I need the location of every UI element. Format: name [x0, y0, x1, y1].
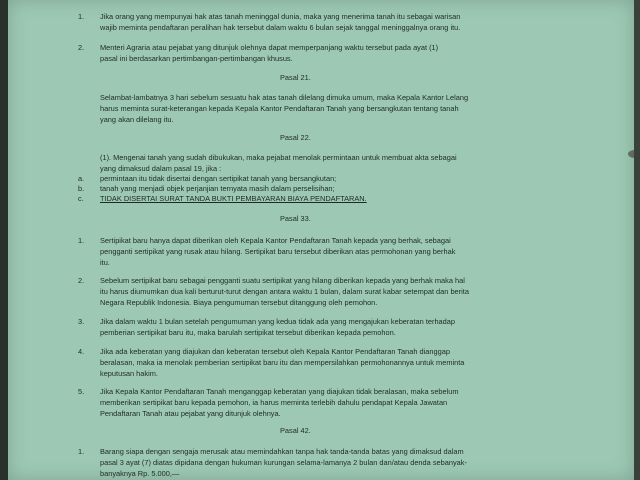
pasal-42-item-1-line-2: pasal 3 ayat (7) diatas dipidana dengan hukuman kurungan selama-lamanya 2 bulan dan/atau denda sebanyak- [100, 458, 467, 467]
pasal-42-item-1-line-1: Barang siapa dengan sengaja merusak atau memindahkan tanpa hak tanda-tanda batas yang dimaksud dalam [100, 447, 464, 456]
item-2-line-1: Menteri Agraria atau pejabat yang ditunjuk olehnya dapat memperpanjang waktu tersebut pada ayat (1) [100, 43, 439, 52]
pasal-33-item-4-line-2: beralasan, maka ia menolak pemberian sertipikat baru itu dan mempersilahkan permohonannya untuk meminta [100, 358, 465, 367]
pasal-33-item-5-line-1: Jika Kepala Kantor Pendaftaran Tanah menganggap keberatan yang diajukan tidak beralasan, maka sebelum [100, 387, 459, 396]
pasal-33-item-1-line-2: pengganti sertipikat yang rusak atau hilang. Sertipikat baru tersebut diberikan atas permohonan yang berhak [100, 247, 456, 256]
pasal-33-item-2-line-1: Sebelum sertipikat baru sebagai pengganti suatu sertipikat yang hilang diberikan kepada yang berhak maka hal [100, 276, 465, 285]
pasal-33-item-3-line-1: Jika dalam waktu 1 bulan setelah pengumuman yang kedua tidak ada yang mengajukan keberatan terhadap [100, 317, 455, 326]
pasal-22-heading: Pasal 22. [280, 133, 311, 142]
pasal-21-line-2: harus meminta surat-keterangan kepada Kepala Kantor Pendaftaran Tanah yang bersangkutan tentang tanah [100, 104, 459, 113]
item-1-line-2: wajib meminta pendaftaran peralihan hak tersebut dalam waktu 6 bulan sejak tanggal meninggalnya orang itu. [100, 23, 461, 32]
sub-letter-b: b. [78, 184, 85, 193]
pasal-33-item-4-line-1: Jika ada keberatan yang diajukan dan keberatan tersebut oleh Kepala Kantor Pendaftaran Tanah dianggap [100, 347, 450, 356]
pasal-33-item-2-line-3: Negara Republik Indonesia. Biaya pengumuman tersebut ditanggung oleh pemohon. [100, 298, 378, 307]
pasal-21-line-1: Selambat-lambatnya 3 hari sebelum sesuatu hak atas tanah dilelang dimuka umum, maka Kepala Kantor Lelang [100, 93, 469, 102]
item-number: 4. [78, 347, 85, 356]
sub-letter-c: c. [78, 194, 84, 203]
pasal-33-item-3-line-2: pemberian sertipikat baru itu, maka barulah sertipikat tersebut diberikan kepada pemohon. [100, 328, 396, 337]
pasal-21-line-3: yang akan dilelang itu. [100, 115, 174, 124]
sub-letter-a: a. [78, 174, 85, 183]
pasal-42-heading: Pasal 42. [280, 426, 311, 435]
item-number: 1. [78, 447, 85, 456]
pasal-22-line-2: yang dimaksud dalam pasal 19, jika : [100, 164, 222, 173]
scan-right-edge [634, 0, 640, 480]
item-number: 1. [78, 236, 85, 245]
pasal-33-item-2-line-2: itu harus diumumkan dua kali berturut-turut dengan antara waktu 1 bulan, dalam surat kabar setempat dan berita [100, 287, 469, 296]
item-number: 3. [78, 317, 85, 326]
pasal-21-heading: Pasal 21. [280, 73, 311, 82]
pasal-33-item-1-line-1: Sertipikat baru hanya dapat diberikan oleh Kepala Kantor Pendaftaran Tanah kepada yang berhak, sebagai [100, 236, 451, 245]
item-number: 2. [78, 43, 85, 52]
pasal-42-item-1-line-3: banyaknya Rp. 5.000,— [100, 469, 180, 478]
item-1-line-1: Jika orang yang mempunyai hak atas tanah meninggal dunia, maka yang menerima tanah itu sebagai warisan [100, 12, 461, 21]
item-number: 2. [78, 276, 85, 285]
item-number: 5. [78, 387, 85, 396]
pasal-33-heading: Pasal 33. [280, 214, 311, 223]
pasal-33-item-5-line-2: memberikan sertipikat baru kepada pemohon, ia harus meminta terlebih dahulu pendapat Kepala Jawatan [100, 398, 448, 407]
pasal-33-item-1-line-3: itu. [100, 258, 110, 267]
pasal-33-item-4-line-3: keputusan hakim. [100, 369, 158, 378]
document-page [8, 0, 634, 480]
sub-item-a: permintaan itu tidak disertai dengan sertipikat tanah yang bersangkutan; [100, 174, 337, 183]
sub-item-c-underlined: TIDAK DISERTAI SURAT TANDA BUKTI PEMBAYARAN BIAYA PENDAFTARAN. [100, 194, 367, 203]
pasal-33-item-5-line-3: Pendaftaran Tanah atau pejabat yang ditunjuk olehnya. [100, 409, 281, 418]
item-number: 1. [78, 12, 85, 21]
sub-item-b: tanah yang menjadi objek perjanjian ternyata masih dalam perselisihan; [100, 184, 335, 193]
scan-left-edge [0, 0, 8, 480]
item-2-line-2: pasal ini berdasarkan pertimbangan-pertimbangan khusus. [100, 54, 293, 63]
pasal-22-line-1: (1). Mengenai tanah yang sudah dibukukan, maka pejabat menolak permintaan untuk membuat akta sebagai [100, 153, 457, 162]
